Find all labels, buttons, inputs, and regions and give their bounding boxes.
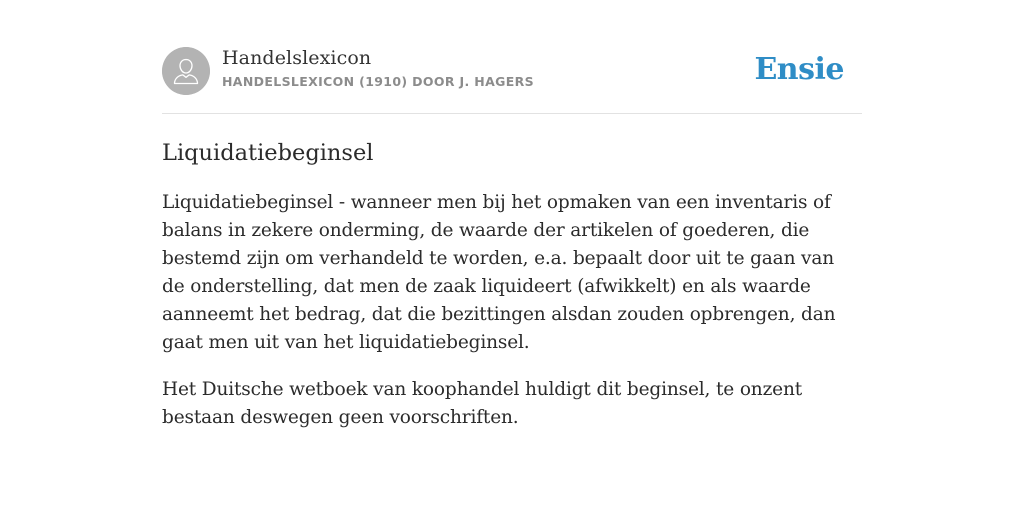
source-info bbox=[222, 46, 534, 89]
article-paragraph: Het Duitsche wetboek van koophandel huldigt dit beginsel, te onzent bestaan deswegen geen voorschriften. bbox=[162, 379, 803, 428]
entry-header bbox=[162, 44, 862, 114]
ensie-logo[interactable]: Ensie bbox=[754, 52, 844, 87]
source-subtitle[interactable]: HANDELSLEXICON (1910) DOOR J. HAGERS bbox=[222, 74, 534, 89]
user-silhouette-icon[interactable] bbox=[162, 47, 210, 95]
article-title: Liquidatiebeginsel bbox=[162, 140, 374, 166]
entry-card bbox=[162, 44, 862, 432]
source-name[interactable]: Handelslexicon bbox=[222, 47, 372, 69]
article-paragraph: Liquidatiebeginsel - wanneer men bij het opmaken van een inventaris of balans in zekere onderming, de waarde der artikelen of goederen, die bestemd zijn om verhandeld te worden, e.a. bepaalt door uit te gaan van de onderstelling, dat men de zaak liquideert (afwikkelt) en als waarde aanneemt het bedrag, dat die bezittingen alsdan zouden opbrengen, dan gaat men uit van het liquidatiebeginsel. bbox=[162, 192, 836, 353]
